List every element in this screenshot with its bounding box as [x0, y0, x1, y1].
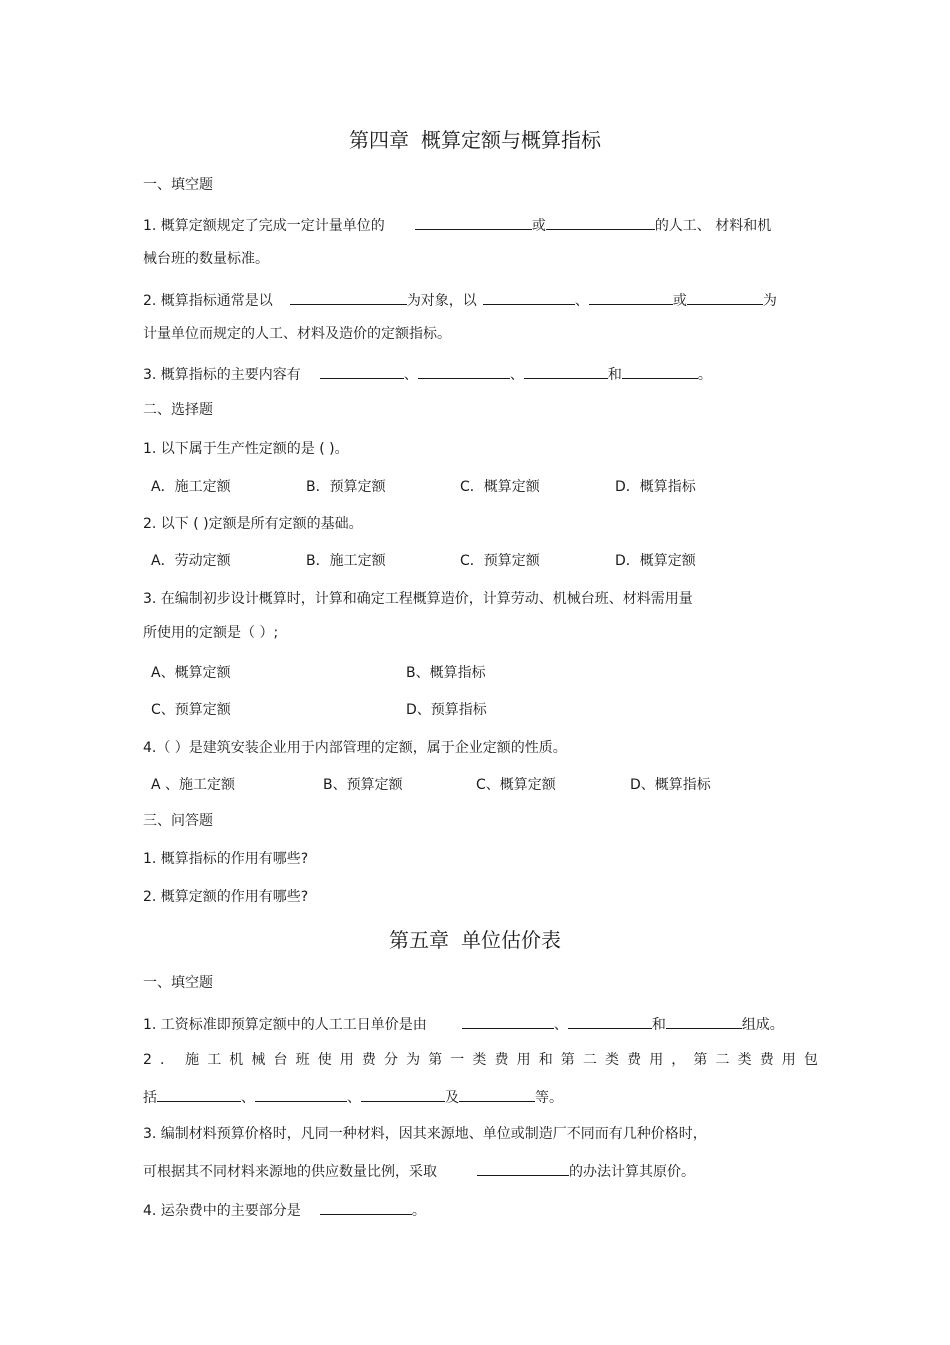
ch5-section-fill-blank: 一、填空题 — [143, 975, 213, 991]
chapter-4-name: 概算定额与概算指标 — [421, 128, 601, 152]
choice-option[interactable]: C、预算定额 — [151, 702, 231, 718]
answer-blank[interactable] — [546, 214, 655, 230]
choice-option[interactable]: D．概算指标 — [615, 479, 696, 495]
text: 。 — [697, 367, 712, 383]
ch4-choice-q4: 4.（ ）是建筑安装企业用于内部管理的定额，属于企业定额的性质。 — [143, 740, 567, 756]
text: 4. 运杂费中的主要部分是 — [143, 1203, 301, 1219]
text: 、 — [574, 293, 589, 309]
choice-option[interactable]: B、预算定额 — [323, 777, 403, 793]
text: 1. 概算定额规定了完成一定计量单位的 — [143, 218, 385, 234]
text: 或 — [531, 218, 546, 234]
ch4-choice-q2: 2. 以下 ( )定额是所有定额的基础。 — [143, 516, 363, 532]
text: 1. 工资标准即预算定额中的人工工日单价是由 — [143, 1017, 427, 1033]
text: 的人工、 材料和机 — [654, 218, 772, 234]
choice-option[interactable]: C．预算定额 — [460, 553, 540, 569]
choice-option[interactable]: C、概算定额 — [476, 777, 556, 793]
text: 括 — [143, 1090, 157, 1106]
ch4-fill-q3 — [143, 363, 712, 385]
ch5-fill-q4 — [143, 1199, 426, 1221]
text: 或 — [672, 293, 687, 309]
ch4-section-fill-blank: 一、填空题 — [143, 177, 213, 193]
text: 、 — [509, 367, 524, 383]
text: 及 — [445, 1090, 459, 1106]
ch4-fill-q2-line2: 计量单位而规定的人工、材料及造价的定额指标。 — [143, 326, 451, 342]
ch4-choice-q3-line2: 所使用的定额是（ ）; — [143, 625, 279, 641]
ch4-fill-q1-line1 — [143, 214, 771, 236]
choice-option[interactable]: A．劳动定额 — [151, 553, 231, 569]
answer-blank[interactable] — [361, 1086, 445, 1102]
text: 为对象，以 — [406, 293, 477, 309]
answer-blank[interactable] — [320, 1199, 412, 1215]
text: 等。 — [535, 1090, 563, 1106]
choice-option[interactable]: A．施工定额 — [151, 479, 231, 495]
text: 3. 概算指标的主要内容有 — [143, 367, 301, 383]
ch4-fill-q2-line1 — [143, 289, 777, 311]
choice-option[interactable]: A 、施工定额 — [151, 777, 236, 793]
choice-option[interactable]: D、概算指标 — [630, 777, 711, 793]
text: 和 — [651, 1017, 666, 1033]
text: 、 — [403, 367, 418, 383]
answer-blank[interactable] — [290, 289, 407, 305]
ch4-section-qa: 三、问答题 — [143, 813, 213, 829]
ch4-choice-q3-line1: 3. 在编制初步设计概算时，计算和确定工程概算造价，计算劳动、机械台班、材料需用量 — [143, 591, 693, 607]
chapter-5-name: 单位估价表 — [461, 928, 561, 952]
answer-blank[interactable] — [459, 1086, 535, 1102]
text: 组成。 — [741, 1017, 784, 1033]
text: 可根据其不同材料来源地的供应数量比例，采取 — [143, 1164, 437, 1180]
answer-blank[interactable] — [483, 289, 575, 305]
answer-blank[interactable] — [589, 289, 673, 305]
answer-blank[interactable] — [622, 363, 698, 379]
answer-blank[interactable] — [157, 1086, 241, 1102]
choice-option[interactable]: B、概算指标 — [406, 665, 486, 681]
choice-option[interactable]: B．施工定额 — [306, 553, 386, 569]
text: 为 — [762, 293, 777, 309]
text: 2. 概算指标通常是以 — [143, 293, 273, 309]
ch5-fill-q3-line2 — [143, 1160, 695, 1182]
chapter-4-number: 第四章 — [349, 128, 409, 152]
ch4-fill-q1-line2: 械台班的数量标准。 — [143, 251, 269, 267]
answer-blank[interactable] — [524, 363, 608, 379]
text: 。 — [411, 1203, 426, 1219]
choice-option[interactable]: D．概算定额 — [615, 553, 696, 569]
answer-blank[interactable] — [568, 1013, 652, 1029]
choice-option[interactable]: C．概算定额 — [460, 479, 540, 495]
ch5-fill-q2-line2 — [143, 1086, 563, 1108]
ch4-qa-q1: 1. 概算指标的作用有哪些? — [143, 851, 309, 867]
ch5-fill-q1 — [143, 1013, 784, 1035]
choice-option[interactable]: B．预算定额 — [306, 479, 386, 495]
answer-blank[interactable] — [462, 1013, 554, 1029]
answer-blank[interactable] — [320, 363, 404, 379]
answer-blank[interactable] — [687, 289, 763, 305]
text: 和 — [607, 367, 622, 383]
text: 的办法计算其原价。 — [569, 1164, 695, 1180]
ch4-section-choice: 二、选择题 — [143, 402, 213, 418]
answer-blank[interactable] — [666, 1013, 742, 1029]
ch4-choice-q1: 1. 以下属于生产性定额的是 ( )。 — [143, 441, 349, 457]
answer-blank[interactable] — [477, 1160, 569, 1176]
answer-blank[interactable] — [418, 363, 510, 379]
text: 、 — [241, 1090, 255, 1106]
chapter-5-number: 第五章 — [389, 928, 449, 952]
ch5-fill-q2-line1: 2. 施工机械台班使用费分为第一类费用和第二类费用，第二类费用包 — [143, 1052, 827, 1068]
ch5-fill-q3-line1: 3. 编制材料预算价格时，凡同一种材料，因其来源地、单位或制造厂不同而有几种价格时， — [143, 1126, 707, 1142]
answer-blank[interactable] — [415, 214, 532, 230]
chapter-4-title — [0, 126, 950, 154]
answer-blank[interactable] — [255, 1086, 347, 1102]
ch4-qa-q2: 2. 概算定额的作用有哪些? — [143, 889, 309, 905]
choice-option[interactable]: D、预算指标 — [406, 702, 487, 718]
text: 、 — [553, 1017, 568, 1033]
text: 、 — [347, 1090, 361, 1106]
choice-option[interactable]: A、概算定额 — [151, 665, 231, 681]
chapter-5-title — [0, 926, 950, 954]
